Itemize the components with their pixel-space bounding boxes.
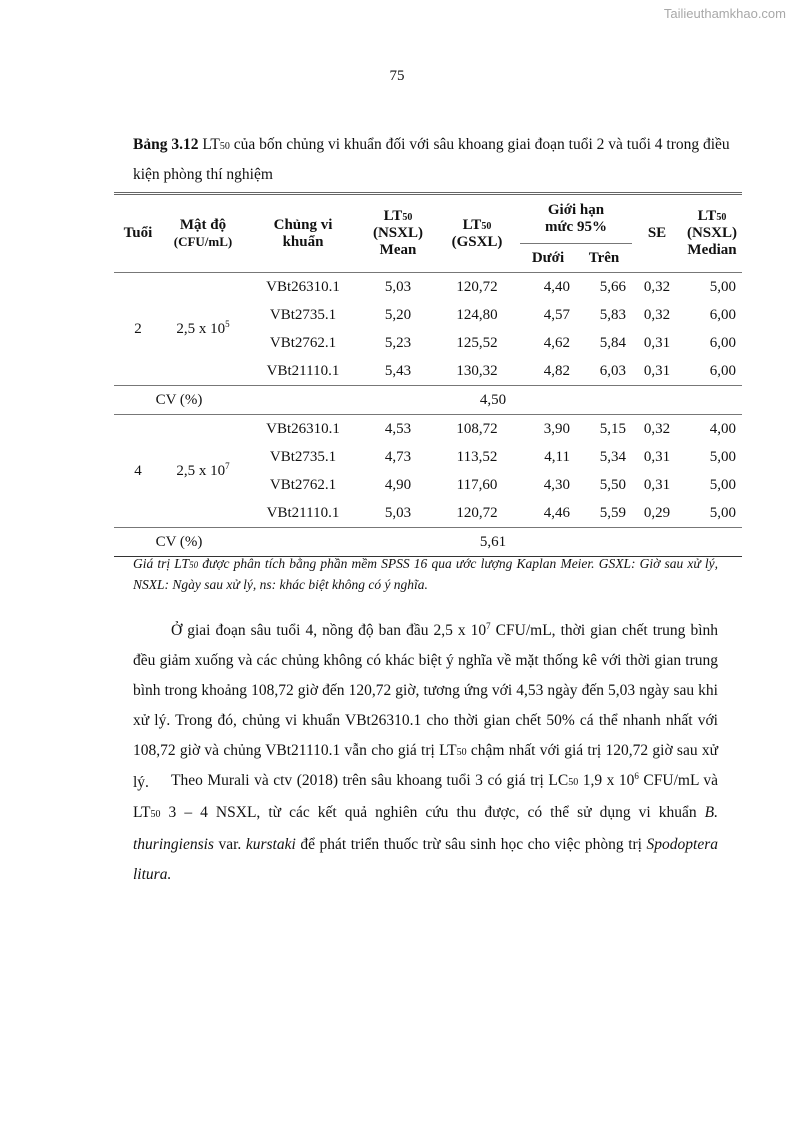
cell-upper: 5,15	[576, 415, 632, 444]
table-row	[114, 273, 742, 302]
cell-mean: 4,53	[362, 415, 434, 444]
caption-label: Bảng 3.12	[133, 136, 199, 153]
header-lt-sub-3: 50	[716, 212, 727, 223]
cell-se: 0,32	[643, 306, 671, 323]
cv-label: CV (%)	[114, 386, 244, 415]
header-age: Tuổi	[114, 194, 162, 273]
cell-se: 0,31	[643, 448, 671, 465]
cell-median: 5,00	[709, 476, 736, 493]
header-density-line2: (CFU/mL)	[173, 234, 233, 249]
header-density	[162, 194, 244, 273]
cell-age: 4	[114, 415, 162, 528]
header-strain	[244, 194, 362, 273]
header-nsxl-2: (NSXL)	[686, 225, 737, 241]
cell-upper: 5,84	[599, 334, 626, 351]
caption-text: của bốn chủng vi khuẩn đối với sâu khoang giai đoạn tuổi 2 và tuổi 4 trong điều kiện phòng thí nghiệm	[133, 136, 730, 183]
cell-gsxl: 125,52	[456, 334, 498, 351]
cell-mean: 4,90	[384, 476, 412, 493]
page-number: 75	[389, 68, 405, 84]
header-limit-line1: Giới hạn	[547, 202, 605, 218]
watermark: Tailieuthamkhao.com	[663, 6, 786, 21]
cell-gsxl: 130,32	[456, 362, 498, 379]
paragraph-2: Theo Murali và ctv (2018) trên sâu khoang tuổi 3 có giá trị LC50 1,9 x $10^6$ CFU/mL và LT50 3 – 4 NSXL, từ các kết quả nghiên cứu thu được, có thể sử dụng vi khuẩn B. thuringiensis var. kurstaki để phát triển thuốc trừ sâu sinh học cho việc phòng trị Spodoptera litura.	[133, 770, 718, 883]
cell-median: 5,00	[709, 504, 736, 521]
cell-upper: 5,66	[599, 278, 626, 295]
header-lt-3: LT	[697, 208, 717, 224]
cell-lower: 4,11	[544, 448, 570, 465]
header-lt50-nsxl-mean	[362, 194, 434, 273]
cell-strain: VBt2762.1	[269, 476, 337, 493]
header-strain-line2: khuẩn	[282, 233, 324, 250]
cell-lower: 4,57	[543, 306, 570, 323]
cell-gsxl: 113,52	[456, 448, 498, 465]
cell-se: 0,31	[643, 334, 671, 351]
cell-upper: 5,83	[599, 306, 626, 323]
header-mean: Mean	[379, 242, 417, 258]
cell-se: 0,31	[643, 476, 671, 493]
table-row	[114, 415, 742, 444]
cell-strain: VBt2762.1	[269, 334, 337, 351]
cell-gsxl: 117,60	[456, 476, 498, 493]
paragraph-1: Ở giai đoạn sâu tuổi 4, nồng độ ban đầu 2,5 x $10^7$ CFU/mL, thời gian chết trung bình đều giảm xuống và các chủng không có khác biệt ý nghĩa về mặt thống kê với thời gian trung bình trong khoảng 108,72 giờ đến 120,72 giờ, tương ứng với 4,53 ngày đến 5,03 ngày sau khi xử lý. Trong đó, chủng vi khuẩn VBt26310.1 cho thời gian chết 50% cá thể nhanh nhất với 108,72 giờ và chủng VBt21110.1 vẫn cho giá trị LT50 chậm nhất với giá trị 120,72 giờ sau xử lý.	[133, 620, 718, 791]
cell-strain: VBt26310.1	[266, 278, 340, 295]
header-limit-line2: mức 95%	[545, 219, 607, 235]
cell-mean: 4,73	[384, 448, 412, 465]
cell-median: 6,00	[709, 362, 736, 379]
cell-strain: VBt26310.1	[244, 415, 362, 444]
header-median: Median	[687, 242, 737, 258]
header-lt50-gsxl	[434, 194, 520, 273]
caption-lt-subscript: 50	[219, 141, 230, 152]
cell-median: 6,00	[709, 334, 736, 351]
cell-strain: VBt21110.1	[266, 504, 340, 521]
cell-median: 5,00	[709, 278, 736, 295]
cv-row	[114, 386, 742, 415]
cell-strain: VBt2735.1	[269, 306, 337, 323]
table-note: Giá trị LT50 được phân tích bằng phần mềm SPSS 16 qua ước lượng Kaplan Meier. GSXL: Giờ sau xử lý, NSXL: Ngày sau xử lý, ns: khác biệt không có ý nghĩa.	[133, 556, 718, 592]
cell-lower: 4,62	[543, 334, 570, 351]
cell-strain: VBt21110.1	[266, 362, 340, 379]
cv-value: 5,61	[244, 528, 742, 557]
header-se: SE	[632, 194, 682, 273]
cell-lower: 3,90	[520, 415, 576, 444]
header-lt-sub-2: 50	[481, 220, 492, 232]
cell-lower: 4,30	[543, 476, 570, 493]
cell-upper: 5,50	[599, 476, 626, 493]
cell-strain: VBt2735.1	[269, 448, 337, 465]
cell-se: 0,32	[643, 278, 671, 295]
cv-row	[114, 528, 742, 557]
cell-median: 5,00	[709, 448, 736, 465]
cell-density: 2,5 x $10^5$	[176, 318, 230, 337]
cell-mean: 5,20	[384, 306, 412, 323]
results-table	[114, 192, 742, 557]
caption-lt: LT	[202, 136, 220, 153]
cell-mean: 5,23	[384, 334, 412, 351]
header-lt: LT	[383, 208, 403, 224]
header-lt-sub: 50	[402, 212, 413, 223]
header-lt50-nsxl-median	[682, 194, 742, 273]
header-strain-line1: Chủng vi	[273, 216, 333, 233]
cell-upper: 5,59	[599, 504, 626, 521]
cell-mean: 5,43	[384, 362, 412, 379]
cell-mean: 5,03	[384, 278, 412, 295]
cell-gsxl: 124,80	[456, 306, 498, 323]
cell-median: 4,00	[682, 415, 742, 444]
header-density-line1: Mật độ	[179, 217, 227, 233]
header-nsxl: (NSXL)	[372, 225, 423, 241]
cell-density: 2,5 x $10^7$	[162, 415, 244, 528]
cell-upper: 5,34	[599, 448, 626, 465]
header-gsxl: (GSXL)	[451, 233, 503, 250]
cell-gsxl: 108,72	[434, 415, 520, 444]
cell-se: 0,32	[632, 415, 682, 444]
header-lt-2: LT	[462, 216, 482, 233]
cell-mean: 5,03	[384, 504, 412, 521]
cell-se: 0,29	[643, 504, 671, 521]
header-lower: Dưới	[520, 244, 576, 273]
table-caption	[133, 131, 733, 189]
cell-se: 0,31	[643, 362, 671, 379]
cell-age: 2	[134, 320, 142, 337]
cell-lower: 4,40	[543, 278, 570, 295]
cv-value: 4,50	[244, 386, 742, 415]
cv-label: CV (%)	[114, 528, 244, 557]
cell-gsxl: 120,72	[456, 278, 498, 295]
header-confidence-limit	[520, 194, 632, 244]
cell-median: 6,00	[709, 306, 736, 323]
cell-lower: 4,46	[543, 504, 570, 521]
cell-gsxl: 120,72	[456, 504, 498, 521]
header-upper: Trên	[576, 244, 632, 273]
cell-upper: 6,03	[599, 362, 626, 379]
cell-lower: 4,82	[543, 362, 570, 379]
